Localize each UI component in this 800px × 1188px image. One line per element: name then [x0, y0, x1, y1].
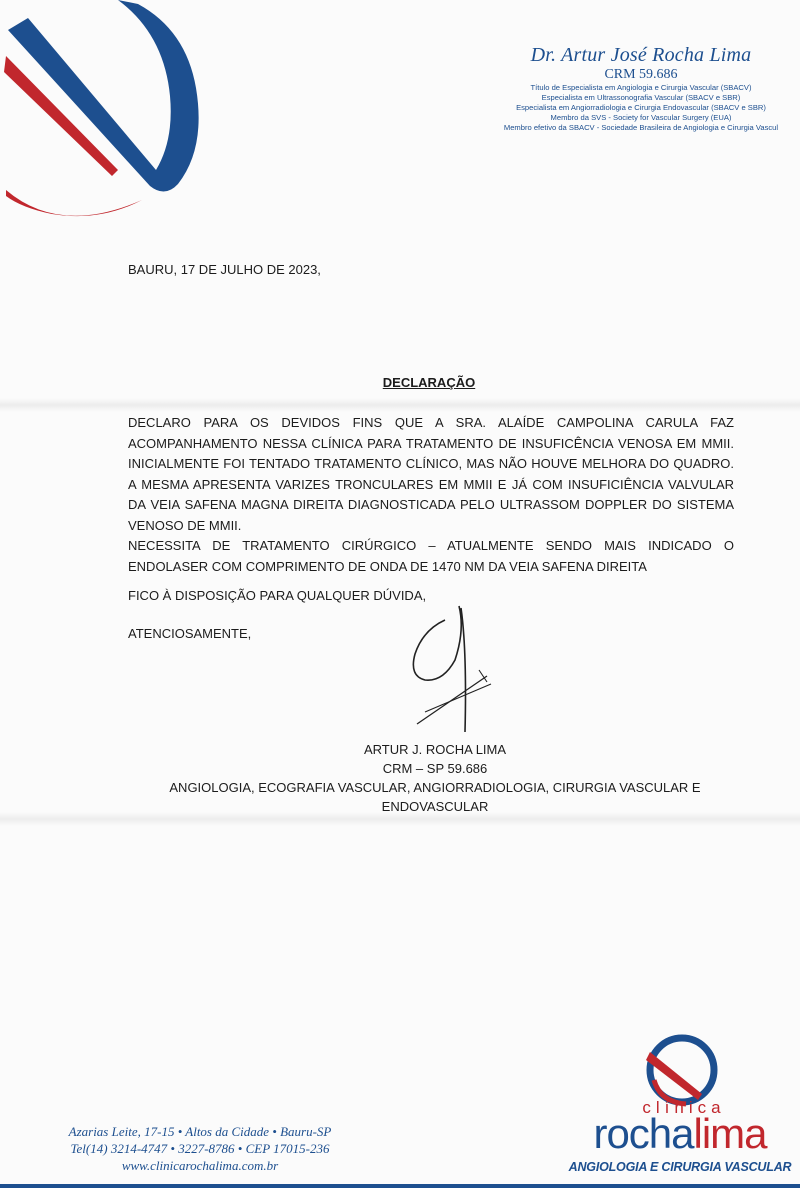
credential-line: Título de Especialista em Angiologia e Cirurgia Vascular (SBACV): [530, 83, 752, 92]
brand-tagline: ANGIOLOGIA E CIRURGIA VASCULAR: [568, 1160, 792, 1174]
document-title: DECLARAÇÃO: [382, 375, 476, 390]
phone-line: Tel(14) 3214-4747 • 3227-8786 • CEP 17015-236: [70, 1141, 330, 1156]
signature-block: [150, 740, 720, 816]
brand-name-part1: rocha: [593, 1110, 694, 1157]
signature: [395, 600, 515, 740]
credential-line: Membro da SVS - Society for Vascular Surgery (EUA): [550, 113, 732, 122]
doctor-name: Dr. Artur José Rocha Lima: [530, 44, 752, 66]
brand-logo: [560, 1098, 800, 1174]
paper-fold-top: [0, 398, 800, 412]
clinic-logo-mark: [0, 0, 220, 240]
paragraph: NECESSITA DE TRATAMENTO CIRÚRGICO – ATUALMENTE SENDO MAIS INDICADO O ENDOLASER COM COMPRIMENTO DE ONDA DE 1470 NM DA VEIA SAFENA DIREITA: [128, 538, 734, 574]
credential-line: Membro efetivo da SBACV - Sociedade Brasileira de Angiologia e Cirurgia Vascul: [503, 123, 779, 132]
footer-address: [50, 1123, 350, 1174]
declaration-body: [128, 413, 734, 577]
brand-prefix: clínica: [642, 1098, 726, 1117]
signatory-specialties: ANGIOLOGIA, ECOGRAFIA VASCULAR, ANGIORRADIOLOGIA, CIRURGIA VASCULAR E: [169, 780, 701, 795]
credential-line: Especialista em Angiorradiologia e Cirurgia Endovascular (SBACV e SBR): [516, 103, 766, 112]
credential-line: Especialista em Ultrassonografia Vascular (SBACV e SBR): [541, 93, 741, 102]
date-line: BAURU, 17 DE JULHO DE 2023,: [128, 262, 321, 277]
signatory-specialties: ENDOVASCULAR: [381, 799, 489, 814]
closing-line: FICO À DISPOSIÇÃO PARA QUALQUER DÚVIDA,: [128, 588, 427, 603]
bottom-bar: [0, 1184, 800, 1188]
address-line: Azarias Leite, 17-15 • Altos da Cidade • Bauru-SP: [68, 1124, 332, 1139]
brand-name: [560, 1110, 800, 1157]
regards-line: ATENCIOSAMENTE,: [128, 626, 252, 641]
brand-name-part2: lima: [693, 1110, 767, 1157]
website-link: www.clinicarochalima.com.br: [121, 1158, 279, 1173]
doctor-crm: CRM 59.686: [604, 67, 678, 82]
paragraph: DECLARO PARA OS DEVIDOS FINS QUE A SRA. ALAÍDE CAMPOLINA CARULA FAZ ACOMPANHAMENTO NESSA CLÍNICA PARA TRATAMENTO DE INSUFICÊNCIA VENOSA EM MMII. INICIALMENTE FOI TENTADO TRATAMENTO CLÍNICO, MAS NÃO HOUVE MELHORA DO QUADRO. A MESMA APRESENTA VARIZES TRONCULARES EM MMII E JÁ COM INSUFICIÊNCIA VALVULAR DA VEIA SAFENA MAGNA DIREITA DIAGNOSTICADA PELO ULTRASSOM DOPPLER DO SISTEMA VENOSO DE MMII.: [128, 415, 734, 533]
letterhead: [486, 44, 796, 133]
signatory-name: ARTUR J. ROCHA LIMA: [363, 742, 507, 757]
signatory-crm: CRM – SP 59.686: [382, 761, 488, 776]
